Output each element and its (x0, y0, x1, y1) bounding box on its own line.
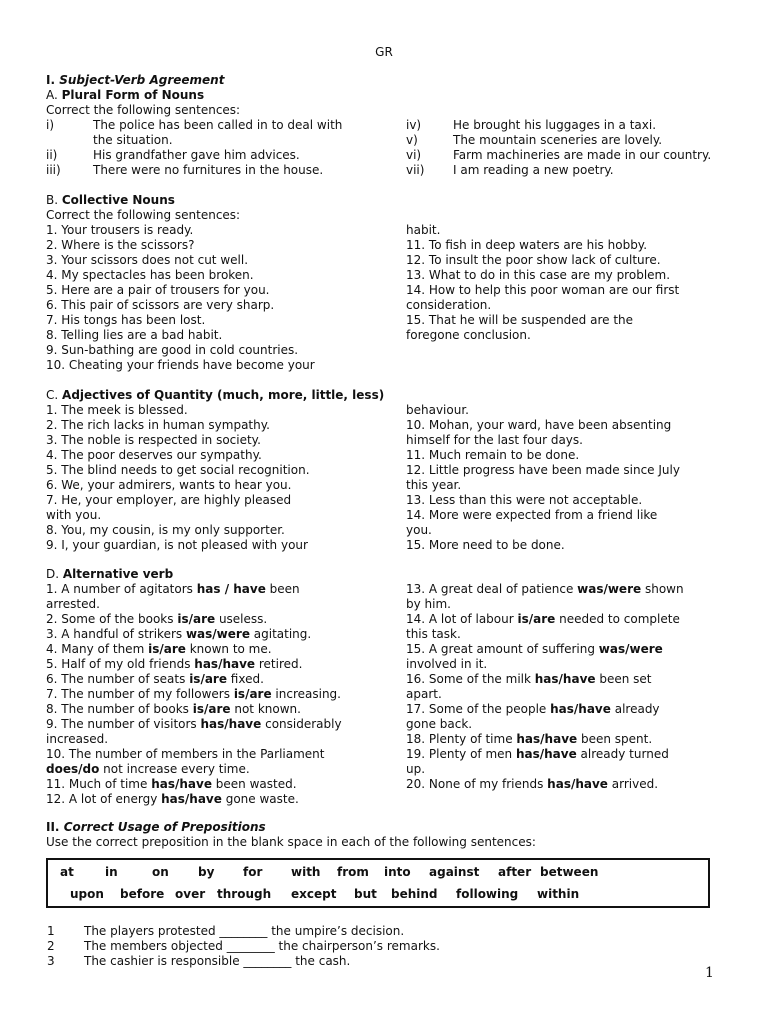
list-item-text: 4. Many of them (46, 642, 149, 656)
list-item: 5. The blind needs to get social recognition. (46, 463, 310, 477)
list-item: with you. (46, 508, 102, 522)
subsection-c-left-list (46, 403, 310, 553)
list-item: iii) (46, 163, 61, 177)
verb-choice: has/have (550, 702, 611, 716)
list-item-text: 15. A great amount of suffering (406, 642, 599, 656)
subsection-a-instruction: Correct the following sentences: (46, 103, 241, 117)
list-item: foregone conclusion. (406, 328, 531, 342)
list-item (46, 717, 342, 732)
list-item: 6. This pair of scissors are very sharp. (46, 298, 275, 312)
list-item (406, 627, 684, 642)
list-item (406, 612, 684, 627)
list-item (406, 672, 684, 687)
list-item-text: Farm machineries are made in our country. (453, 148, 712, 162)
list-item: 12. Little progress have been made since July (406, 463, 680, 477)
verb-choice: is/are (189, 672, 227, 686)
verb-choice: does/do (46, 762, 100, 776)
list-item: this year. (406, 478, 462, 492)
list-item-text: been spent. (577, 732, 653, 746)
word-bank-item: before (120, 887, 165, 901)
verb-choice: is/are (233, 687, 272, 701)
list-item (406, 642, 684, 657)
list-item: 12. To insult the poor show lack of culture. (406, 253, 661, 267)
list-item-text: retired. (255, 657, 303, 671)
list-item-text: been (265, 582, 300, 596)
list-item: 2. Where is the scissors? (46, 238, 195, 252)
list-item: 5. Here are a pair of trousers for you. (46, 283, 270, 297)
subsection-b-right-list (406, 223, 679, 343)
list-item (406, 687, 684, 702)
exercise-item: 2 The members objected ________ the chairperson’s remarks. (47, 939, 440, 953)
list-item-text: His grandfather gave him advices. (93, 148, 300, 162)
list-item-text: 18. Plenty of time (406, 732, 517, 746)
list-item: 6. We, your admirers, wants to hear you. (46, 478, 292, 492)
subsection-d-title: D. Alternative verb (46, 567, 174, 581)
list-item: 2. The rich lacks in human sympathy. (46, 418, 270, 432)
list-item: 4. My spectacles has been broken. (46, 268, 254, 282)
list-item (406, 702, 684, 717)
list-item (406, 762, 684, 777)
list-item: 11. To fish in deep waters are his hobby. (406, 238, 648, 252)
word-bank-item: within (537, 887, 580, 901)
verb-choice: has/have (151, 777, 212, 791)
list-item-text: been wasted. (211, 777, 297, 791)
section-2-title: II. Correct Usage of Prepositions (46, 820, 266, 834)
list-item: 8. Telling lies are a bad habit. (46, 328, 223, 342)
list-item: consideration. (406, 298, 492, 312)
list-item-text: increasing. (271, 687, 341, 701)
list-item (406, 717, 684, 732)
list-item-text: 5. Half of my old friends (46, 657, 195, 671)
list-item (46, 792, 342, 807)
word-bank-item: against (429, 865, 480, 879)
preposition-word-bank (46, 858, 710, 908)
verb-choice: has / have (196, 582, 266, 596)
list-item: 10. Cheating your friends have become your (46, 358, 315, 372)
list-item-text: the situation. (93, 133, 173, 147)
list-item: 10. Mohan, your ward, have been absenting (406, 418, 672, 432)
verb-choice: has/have (534, 672, 596, 686)
word-bank-item: into (384, 865, 411, 879)
list-item-text: 14. A lot of labour (406, 612, 518, 626)
list-item: 15. That he will be suspended are the (406, 313, 634, 327)
list-item (46, 612, 342, 627)
word-bank-item: behind (391, 887, 438, 901)
list-item: 1. The meek is blessed. (46, 403, 188, 417)
list-item (406, 597, 684, 612)
page-number: 1 (705, 965, 714, 981)
list-item-text: already (610, 702, 660, 716)
verb-choice: has/have (194, 657, 256, 671)
list-item: himself for the last four days. (406, 433, 583, 447)
word-bank-item: by (198, 865, 215, 879)
list-item-text: increased. (46, 732, 109, 746)
word-bank-item: but (354, 887, 377, 901)
verb-choice: was/were (185, 627, 250, 641)
list-item (46, 777, 342, 792)
list-item: vii) (406, 163, 425, 177)
list-item-text: 16. Some of the milk (406, 672, 535, 686)
verb-choice: is/are (192, 702, 231, 716)
verb-choice: has/have (547, 777, 608, 791)
list-item: 15. More need to be done. (406, 538, 565, 552)
list-item-text: arrived. (607, 777, 659, 791)
word-bank-item: upon (70, 887, 104, 901)
word-bank-item: from (337, 865, 369, 879)
verb-choice: has/have (200, 717, 262, 731)
list-item-text: been set (595, 672, 652, 686)
word-bank-item: except (291, 887, 337, 901)
page-header: GR (375, 45, 393, 59)
list-item: 3. The noble is respected in society. (46, 433, 261, 447)
verb-choice: has/have (516, 732, 578, 746)
list-item: behaviour. (406, 403, 469, 417)
list-item-text: He brought his luggages in a taxi. (453, 118, 657, 132)
verb-choice: has/have (161, 792, 222, 806)
list-item-text: fixed. (226, 672, 264, 686)
list-item-text: 8. The number of books (46, 702, 193, 716)
list-item-text: 19. Plenty of men (406, 747, 516, 761)
list-item-text: by him. (406, 597, 451, 611)
verb-choice: is/are (517, 612, 556, 626)
word-bank-item: between (540, 865, 599, 879)
list-item-text: The mountain sceneries are lovely. (453, 133, 663, 147)
list-item-text: 3. A handful of strikers (46, 627, 186, 641)
list-item-text: considerably (261, 717, 342, 731)
list-item: 3. Your scissors does not cut well. (46, 253, 249, 267)
list-item: 14. More were expected from a friend like (406, 508, 658, 522)
list-item (406, 582, 684, 597)
list-item-text: 1. A number of agitators (46, 582, 197, 596)
list-item-text: shown (641, 582, 684, 596)
list-item-text: 9. The number of visitors (46, 717, 201, 731)
list-item: 11. Much remain to be done. (406, 448, 580, 462)
list-item-text: 10. The number of members in the Parliament (46, 747, 325, 761)
list-item (46, 582, 342, 597)
list-item-text: useless. (215, 612, 268, 626)
list-item-text: 11. Much of time (46, 777, 152, 791)
word-bank-row-2 (48, 887, 708, 903)
list-item: 7. His tongs has been lost. (46, 313, 206, 327)
list-item-text: 6. The number of seats (46, 672, 190, 686)
list-item: 13. Less than this were not acceptable. (406, 493, 643, 507)
list-item-text: not increase every time. (99, 762, 250, 776)
list-item-text: The police has been called in to deal with (93, 118, 343, 132)
list-item-text: this task. (406, 627, 461, 641)
list-item-text: 20. None of my friends (406, 777, 548, 791)
list-item: 4. The poor deserves our sympathy. (46, 448, 262, 462)
word-bank-item: after (498, 865, 532, 879)
list-item-text: 7. The number of my followers (46, 687, 234, 701)
list-item-text: 17. Some of the people (406, 702, 551, 716)
list-item: 14. How to help this poor woman are our first (406, 283, 680, 297)
word-bank-item: for (243, 865, 263, 879)
word-bank-item: over (175, 887, 206, 901)
list-item: 13. What to do in this case are my problem. (406, 268, 671, 282)
word-bank-item: on (152, 865, 169, 879)
word-bank-row-1 (48, 865, 708, 881)
list-item (46, 702, 342, 717)
list-item: ii) (46, 148, 58, 162)
list-item (46, 687, 342, 702)
list-item: 7. He, your employer, are highly pleased (46, 493, 292, 507)
list-item-text: 12. A lot of energy (46, 792, 162, 806)
list-item: you. (406, 523, 432, 537)
list-item-text: involved in it. (406, 657, 488, 671)
subsection-b-title: B. Collective Nouns (46, 193, 175, 207)
verb-choice: has/have (515, 747, 577, 761)
list-item-text: There were no furnitures in the house. (93, 163, 324, 177)
subsection-b-left-list (46, 223, 315, 373)
list-item (406, 747, 684, 762)
list-item (46, 642, 342, 657)
list-item (46, 657, 342, 672)
list-item-text: 2. Some of the books (46, 612, 178, 626)
exercise-item: 1 The players protested ________ the umpire’s decision. (47, 924, 405, 938)
list-item (406, 732, 684, 747)
list-item (46, 627, 342, 642)
subsection-a-title: A. Plural Form of Nouns (46, 88, 205, 102)
list-item: i) (46, 118, 55, 132)
word-bank-item: following (456, 887, 519, 901)
verb-choice: was/were (598, 642, 663, 656)
list-item (46, 762, 342, 777)
section-1-title: I. Subject-Verb Agreement (46, 73, 225, 87)
subsection-d-right-list (406, 582, 684, 792)
list-item (46, 597, 342, 612)
list-item-text: up. (406, 762, 426, 776)
list-item (406, 777, 684, 792)
subsection-c-right-list (406, 403, 680, 553)
list-item: 9. I, your guardian, is not pleased with your (46, 538, 308, 552)
list-item: habit. (406, 223, 441, 237)
list-item (406, 657, 684, 672)
list-item (46, 747, 342, 762)
list-item-text: needed to complete (555, 612, 680, 626)
list-item: iv) (406, 118, 422, 132)
list-item-text: I am reading a new poetry. (453, 163, 614, 177)
section-2-instruction: Use the correct preposition in the blank space in each of the following sentences: (46, 835, 536, 849)
list-item-text: gone waste. (221, 792, 299, 806)
list-item-text: not known. (230, 702, 301, 716)
subsection-c-title: C. Adjectives of Quantity (much, more, little, less) (46, 388, 385, 402)
list-item (46, 732, 342, 747)
list-item (46, 672, 342, 687)
word-bank-item: in (105, 865, 118, 879)
verb-choice: is/are (148, 642, 186, 656)
list-item-text: arrested. (46, 597, 100, 611)
subsection-b-instruction: Correct the following sentences: (46, 208, 241, 222)
list-item: vi) (406, 148, 422, 162)
list-item-text: gone back. (406, 717, 473, 731)
list-item: v) (406, 133, 418, 147)
list-item: 1. Your trousers is ready. (46, 223, 194, 237)
verb-choice: was/were (577, 582, 642, 596)
exercise-item: 3 The cashier is responsible ________ the cash. (47, 954, 351, 968)
verb-choice: is/are (177, 612, 216, 626)
list-item: 8. You, my cousin, is my only supporter. (46, 523, 285, 537)
list-item-text: known to me. (185, 642, 272, 656)
subsection-d-left-list (46, 582, 342, 807)
list-item-text: agitating. (249, 627, 312, 641)
word-bank-item: with (291, 865, 321, 879)
list-item-text: apart. (406, 687, 442, 701)
list-item-text: already turned (576, 747, 669, 761)
list-item-text: 13. A great deal of patience (406, 582, 578, 596)
list-item: 9. Sun-bathing are good in cold countries. (46, 343, 299, 357)
word-bank-item: at (60, 865, 74, 879)
word-bank-item: through (217, 887, 272, 901)
